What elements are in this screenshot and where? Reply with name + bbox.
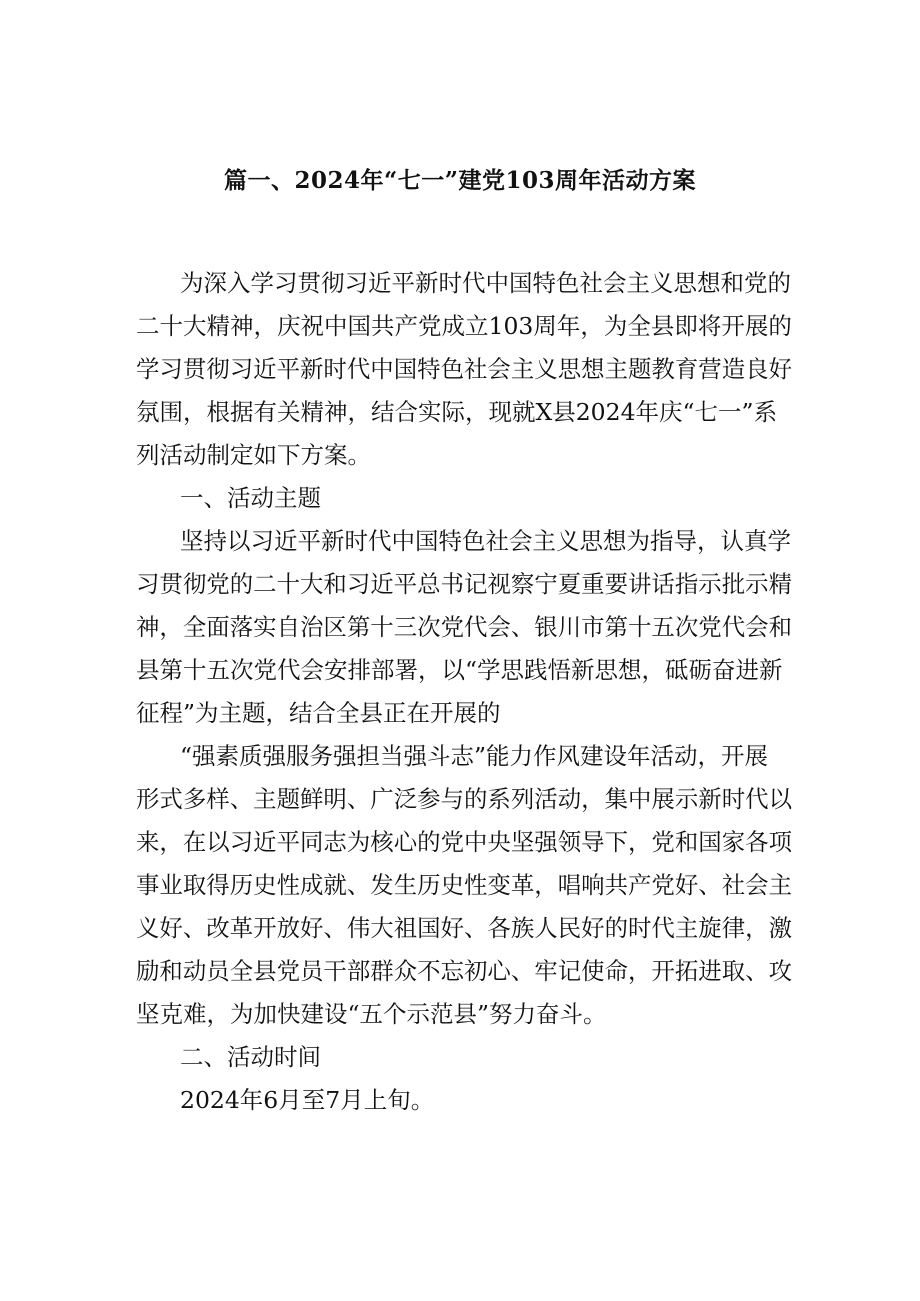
paragraph-line: 为深入学习贯彻习近平新时代中国特色社会主义思想和党的: [180, 269, 791, 297]
paragraph-line: 列活动制定如下方案。: [136, 441, 371, 469]
paragraph-line: 氛围，根据有关精神，结合实际，现就X县2024年庆“七一”系: [136, 398, 778, 426]
paragraph-line: 习贯彻党的二十大和习近平总书记视察宁夏重要讲话指示批示精: [136, 570, 792, 598]
paragraph-line: 坚持以习近平新时代中国特色社会主义思想为指导，认真学: [180, 527, 791, 555]
paragraph-line: 二十大精神，庆祝中国共产党成立103周年，为全县即将开展的: [136, 312, 792, 340]
paragraph-line: 县第十五次党代会安排部署，以“学思践悟新思想，砥砺奋进新: [136, 656, 783, 684]
paragraph-line: 神，全面落实自治区第十三次党代会、银川市第十五次党代会和: [136, 613, 792, 641]
paragraph-line: 励和动员全县党员干部群众不忘初心、牢记使命，开拓进取、攻: [136, 957, 792, 985]
paragraph-line: 2024年6月至7月上旬。: [180, 1086, 435, 1114]
section-heading: 一、活动主题: [180, 484, 321, 512]
paragraph-line: 事业取得历史性成就、发生历史性变革，唱响共产党好、社会主: [136, 871, 792, 899]
section-heading: 二、活动时间: [180, 1043, 321, 1071]
paragraph-line: 征程”为主题，结合全县正在开展的: [136, 699, 501, 727]
paragraph-line: 来，在以习近平同志为核心的党中央坚强领导下，党和国家各项: [136, 828, 792, 856]
paragraph-line: 学习贯彻习近平新时代中国特色社会主义思想主题教育营造良好: [136, 355, 792, 383]
paragraph-line: 义好、改革开放好、伟大祖国好、各族人民好的时代主旋律，激: [136, 914, 792, 942]
document-title: 篇一、2024年“七一”建党103周年活动方案: [224, 167, 696, 194]
paragraph-line: 坚克难，为加快建设“五个示范县”努力奋斗。: [136, 1000, 607, 1028]
paragraph-line: “强素质强服务强担当强斗志”能力作风建设年活动，开展: [180, 742, 769, 770]
paragraph-line: 形式多样、主题鲜明、广泛参与的系列活动，集中展示新时代以: [136, 785, 792, 813]
